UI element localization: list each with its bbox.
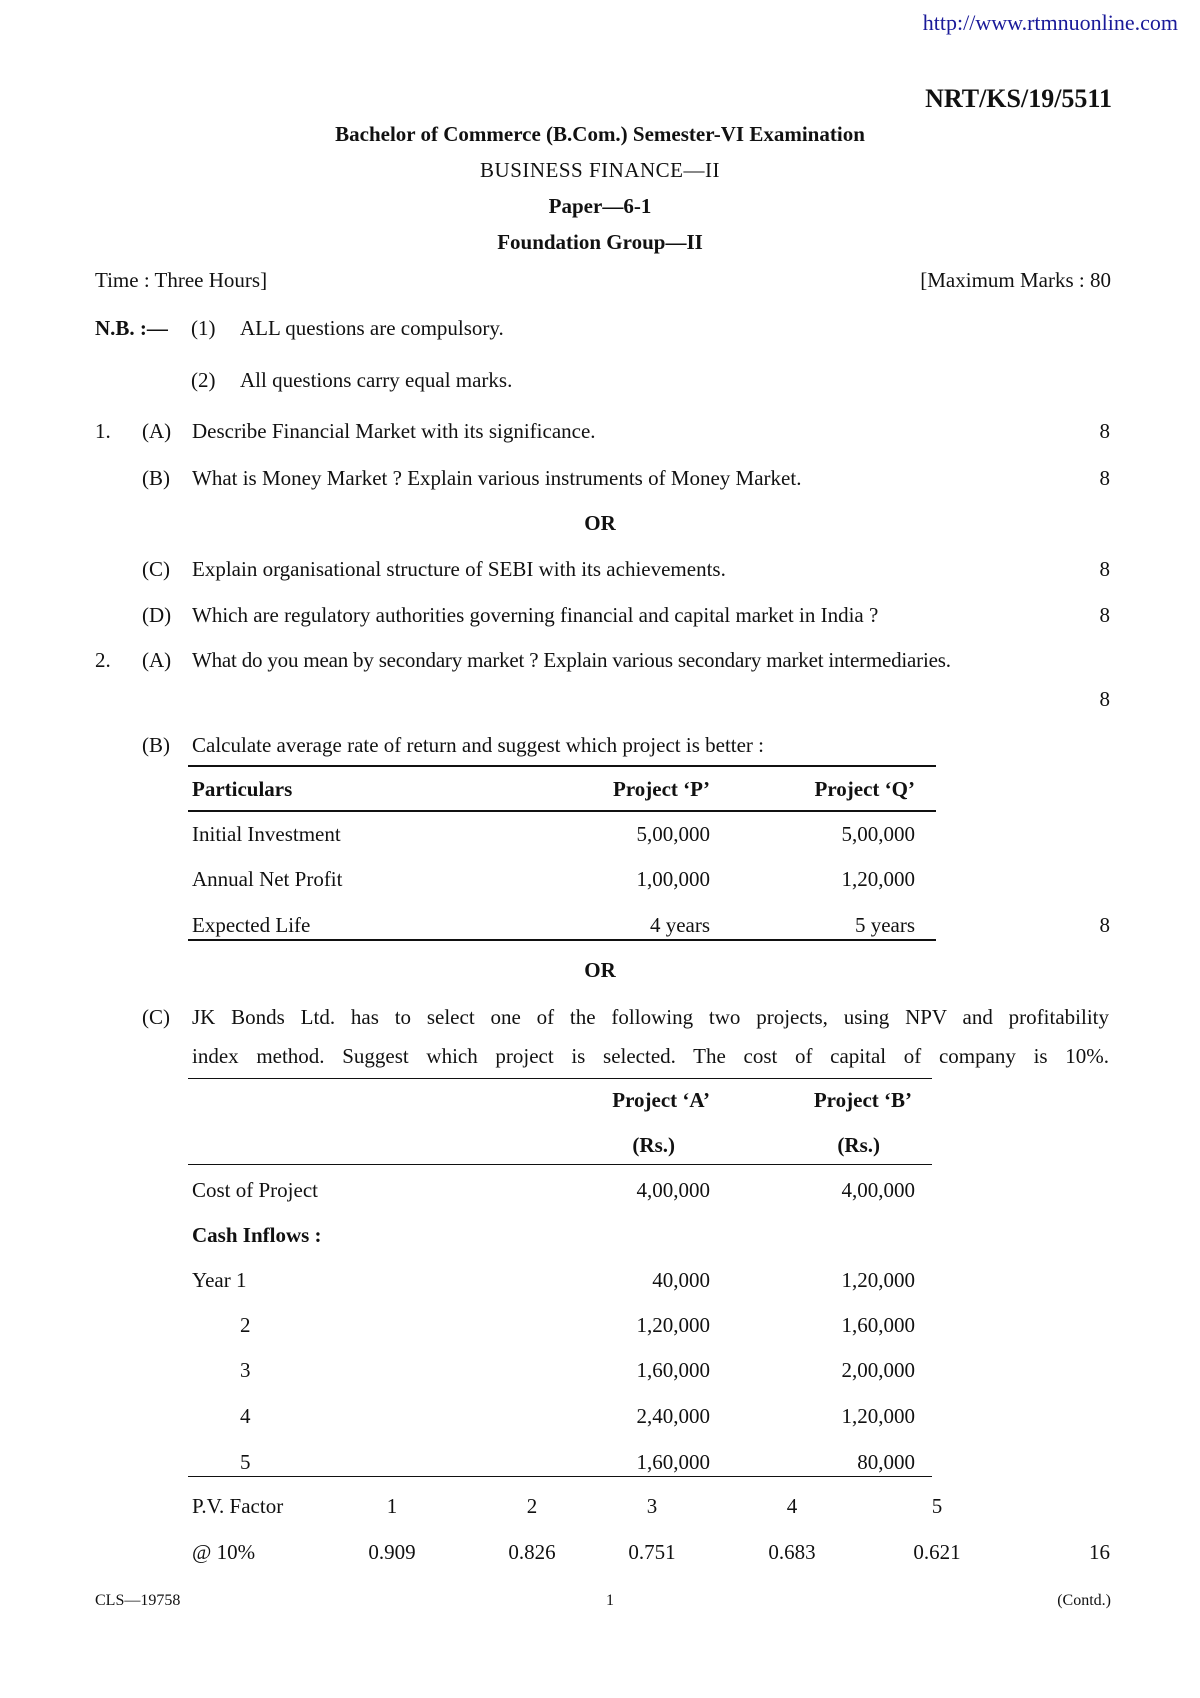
exam-title: Bachelor of Commerce (B.Com.) Semester-VI Examination (335, 122, 865, 146)
table-c-header-rule (188, 1164, 932, 1165)
q2-a-marks: 8 (1099, 687, 1110, 711)
time-allowed: Time : Three Hours] (95, 268, 268, 292)
table-b-cell: 1,00,000 (636, 867, 710, 891)
q2-a-label: (A) (142, 648, 172, 672)
table-b-row-label: Expected Life (192, 913, 311, 937)
note-2-text: All questions carry equal marks. (240, 368, 513, 392)
q1-or-divider: OR (584, 511, 616, 535)
table-c-top-rule (188, 1078, 932, 1079)
table-b-cell: 1,20,000 (841, 867, 915, 891)
pv-year: 3 (646, 1494, 658, 1518)
cost-project-b: 4,00,000 (841, 1178, 915, 1202)
cost-project-a: 4,00,000 (636, 1178, 710, 1202)
q1-c-marks: 8 (1099, 557, 1110, 581)
pv-rate-label: @ 10% (192, 1540, 256, 1564)
inflow-project-b: 80,000 (857, 1450, 915, 1474)
question-1-number: 1. (95, 419, 111, 443)
table-b-bottom-rule (188, 939, 936, 941)
pv-year: 5 (931, 1494, 943, 1518)
q2-c-marks: 16 (1089, 1540, 1110, 1564)
pv-factor-value: 0.826 (508, 1540, 556, 1564)
inflow-project-b: 1,20,000 (841, 1404, 915, 1428)
table-b-header-rule (188, 810, 936, 812)
table-c-header-project-b: Project ‘B’ (813, 1088, 912, 1112)
page-number: 1 (606, 1592, 614, 1609)
table-b-row-label: Initial Investment (192, 822, 341, 846)
subject-title: BUSINESS FINANCE—II (480, 158, 720, 182)
note-2-num: (2) (191, 368, 216, 392)
table-c-subheader-rs: (Rs.) (837, 1133, 880, 1157)
q1-a-label: (A) (142, 419, 172, 443)
q2-b-label: (B) (142, 733, 170, 757)
table-b-cell: 5 years (854, 913, 915, 937)
inflow-project-a: 2,40,000 (636, 1404, 710, 1428)
question-2-number: 2. (95, 648, 111, 672)
table-b-cell: 5,00,000 (636, 822, 710, 846)
pv-year: 2 (526, 1494, 538, 1518)
pv-factor-label: P.V. Factor (192, 1494, 284, 1518)
pv-factor-value: 0.909 (368, 1540, 416, 1564)
pv-factor-value: 0.621 (913, 1540, 961, 1564)
inflow-project-b: 1,20,000 (841, 1268, 915, 1292)
inflow-project-b: 2,00,000 (841, 1358, 915, 1382)
source-url[interactable]: http://www.rtmnuonline.com (922, 10, 1178, 35)
q2-c-text-line-2: index method. Suggest which project is selected. The cost of capital of company is 10%. (192, 1044, 1109, 1068)
q1-d-marks: 8 (1099, 603, 1110, 627)
q2-or-divider: OR (584, 958, 616, 982)
year-label: 2 (240, 1313, 251, 1337)
q1-a-marks: 8 (1099, 419, 1110, 443)
table-b-cell: 4 years (649, 913, 710, 937)
q2-c-text-line-1: JK Bonds Ltd. has to select one of the following two projects, using NPV and profitability (192, 1005, 1109, 1029)
table-c-header-project-a: Project ‘A’ (612, 1088, 710, 1112)
q2-a-text: What do you mean by secondary market ? Explain various secondary market intermediaries. (192, 648, 951, 672)
q1-d-text: Which are regulatory authorities governing financial and capital market in India ? (192, 603, 879, 627)
q1-b-marks: 8 (1099, 466, 1110, 490)
pv-factor-value: 0.751 (628, 1540, 676, 1564)
q1-c-text: Explain organisational structure of SEBI with its achievements. (192, 557, 726, 581)
note-1-text: ALL questions are compulsory. (240, 316, 504, 340)
q2-c-label: (C) (142, 1005, 170, 1029)
year-label: 5 (240, 1450, 251, 1474)
maximum-marks: [Maximum Marks : 80 (920, 268, 1111, 292)
continued-label: (Contd.) (1057, 1592, 1111, 1609)
cost-of-project-label: Cost of Project (192, 1178, 318, 1202)
q2-b-text: Calculate average rate of return and suggest which project is better : (192, 733, 765, 757)
table-b-header-project-q: Project ‘Q’ (814, 777, 915, 801)
inflow-project-a: 40,000 (652, 1268, 710, 1292)
q1-b-label: (B) (142, 466, 170, 490)
notes-label: N.B. :— (95, 316, 168, 340)
year-label: 3 (240, 1358, 251, 1382)
q1-a-text: Describe Financial Market with its significance. (192, 419, 596, 443)
note-1-num: (1) (191, 316, 216, 340)
inflow-project-a: 1,60,000 (636, 1450, 710, 1474)
q1-d-label: (D) (142, 603, 172, 627)
pv-year: 1 (386, 1494, 398, 1518)
table-c-subheader-rs: (Rs.) (632, 1133, 675, 1157)
paper-code: NRT/KS/19/5511 (925, 84, 1112, 113)
footer-code: CLS—19758 (95, 1592, 181, 1609)
inflow-project-a: 1,20,000 (636, 1313, 710, 1337)
year-label: Year 1 (192, 1268, 247, 1292)
pv-year: 4 (786, 1494, 798, 1518)
table-b-header-particulars: Particulars (192, 777, 293, 801)
year-label: 4 (240, 1404, 251, 1428)
group-title: Foundation Group—II (497, 230, 703, 254)
table-b-top-rule (188, 765, 936, 767)
q2-b-marks: 8 (1099, 913, 1110, 937)
q1-b-text: What is Money Market ? Explain various instruments of Money Market. (192, 466, 802, 490)
inflow-project-b: 1,60,000 (841, 1313, 915, 1337)
table-b-row-label: Annual Net Profit (192, 867, 343, 891)
table-b-cell: 5,00,000 (841, 822, 915, 846)
table-b-header-project-p: Project ‘P’ (613, 777, 710, 801)
pv-factor-value: 0.683 (768, 1540, 816, 1564)
inflow-project-a: 1,60,000 (636, 1358, 710, 1382)
cash-inflows-label: Cash Inflows : (192, 1223, 322, 1247)
paper-number: Paper—6-1 (548, 194, 652, 218)
q1-c-label: (C) (142, 557, 170, 581)
table-c-bottom-rule (188, 1476, 932, 1477)
